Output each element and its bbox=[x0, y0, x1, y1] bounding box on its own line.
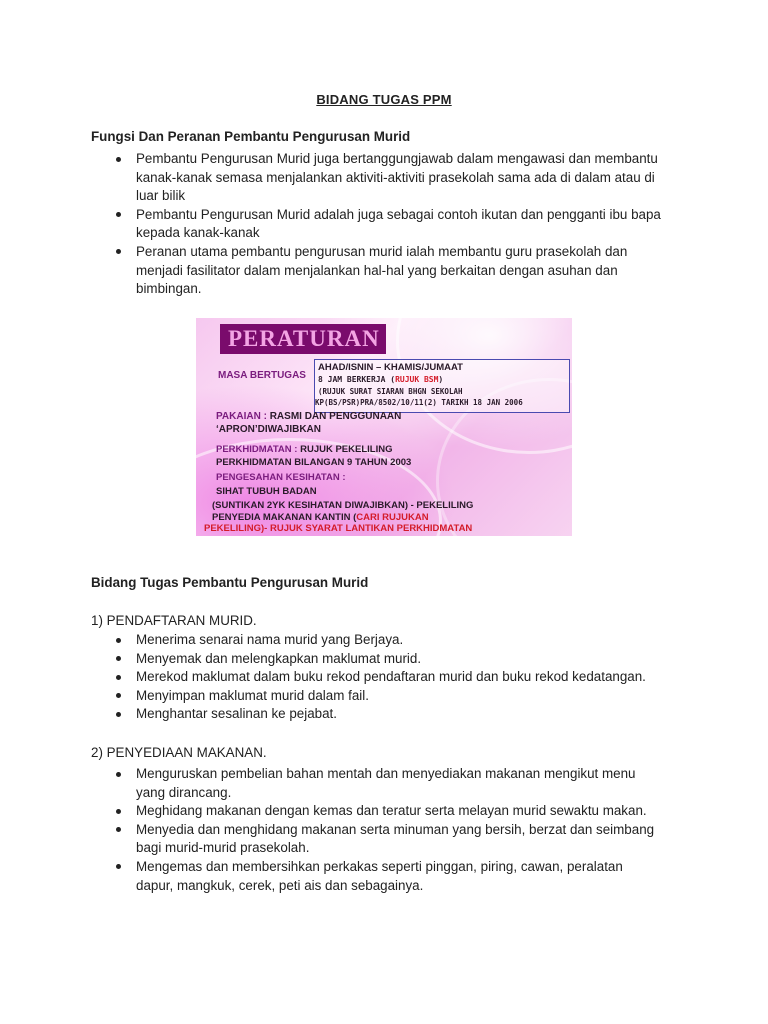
penyedia-line: PENYEDIA MAKANAN KANTIN (CARI RUJUKAN bbox=[212, 512, 429, 523]
part2-list bbox=[91, 765, 691, 895]
list-item: Pembantu Pengurusan Murid adalah juga sebagai contoh ikutan dan pengganti ibu bapa kepada kanak-kanak bbox=[91, 206, 691, 243]
list-item: Mengemas dan membersihkan perkakas seperti pinggan, piring, cawan, peralatan dapur, mangkuk, cerek, peti ais dan sebagainya. bbox=[91, 858, 691, 895]
box-line: 8 JAM BERKERJA (RUJUK BSM) bbox=[318, 375, 444, 384]
part2-heading: 2) PENYEDIAAN MAKANAN. bbox=[91, 745, 267, 760]
part1-heading: 1) PENDAFTARAN MURID. bbox=[91, 613, 257, 628]
list-item: Menghantar sesalinan ke pejabat. bbox=[91, 705, 691, 724]
list-item: Merekod maklumat dalam buku rekod pendaftaran murid dan buku rekod kedatangan. bbox=[91, 668, 691, 687]
part1-list bbox=[91, 631, 691, 724]
box-line: AHAD/ISNIN – KHAMIS/JUMAAT bbox=[318, 362, 463, 373]
peraturan-banner-image bbox=[196, 318, 572, 536]
section2-heading: Bidang Tugas Pembantu Pengurusan Murid bbox=[91, 575, 369, 590]
sihat-line: SIHAT TUBUH BADAN bbox=[216, 486, 317, 497]
masa-bertugas-box bbox=[314, 359, 570, 413]
list-item: Peranan utama pembantu pengurusan murid ialah membantu guru prasekolah dan menjadi fasilitator dalam menjalankan hal-hal yang berkaitan dengan asuhan dan bimbingan. bbox=[91, 243, 691, 299]
pakaian-line: PAKAIAN : RASMI DAN PENGGUNAAN bbox=[216, 411, 402, 422]
list-item: Menyimpan maklumat murid dalam fail. bbox=[91, 687, 691, 706]
pengesahan-label: PENGESAHAN KESIHATAN : bbox=[216, 472, 346, 483]
document-title: BIDANG TUGAS PPM bbox=[316, 92, 452, 107]
list-item: Menyedia dan menghidang makanan serta minuman yang bersih, berzat dan seimbang bagi murid-murid prasekolah. bbox=[91, 821, 691, 858]
banner-title: PERATURAN bbox=[220, 324, 386, 354]
pekeliling-line: PEKELILING)- RUJUK SYARAT LANTIKAN PERKHIDMATAN bbox=[204, 523, 473, 534]
box-line: KP(BS/PSR)PRA/8502/10/11(2) TARIKH 18 JAN 2006 bbox=[315, 398, 523, 407]
box-line: (RUJUK SURAT SIARAN BHGN SEKOLAH bbox=[318, 387, 463, 396]
list-item: Menyemak dan melengkapkan maklumat murid. bbox=[91, 650, 691, 669]
list-item: Menguruskan pembelian bahan mentah dan menyediakan makanan mengikut menu yang dirancang. bbox=[91, 765, 691, 802]
list-item: Pembantu Pengurusan Murid juga bertanggungjawab dalam mengawasi dan membantu kanak-kanak semasa menjalankan aktiviti-aktiviti prasekolah sama ada di dalam atau di luar bilik bbox=[91, 150, 691, 206]
section1-list bbox=[91, 150, 691, 299]
perkhidmatan-line2: PERKHIDMATAN BILANGAN 9 TAHUN 2003 bbox=[216, 457, 412, 468]
masa-bertugas-label: MASA BERTUGAS bbox=[218, 370, 306, 381]
suntikan-line: (SUNTIKAN 2YK KESIHATAN DIWAJIBKAN) - PEKELILING bbox=[212, 500, 474, 511]
list-item: Menerima senarai nama murid yang Berjaya. bbox=[91, 631, 691, 650]
pakaian-line2: ‘APRON’DIWAJIBKAN bbox=[216, 424, 322, 435]
list-item: Meghidang makanan dengan kemas dan teratur serta melayan murid sewaktu makan. bbox=[91, 802, 691, 821]
perkhidmatan-line: PERKHIDMATAN : RUJUK PEKELILING bbox=[216, 444, 393, 455]
section1-heading: Fungsi Dan Peranan Pembantu Pengurusan Murid bbox=[91, 129, 411, 144]
